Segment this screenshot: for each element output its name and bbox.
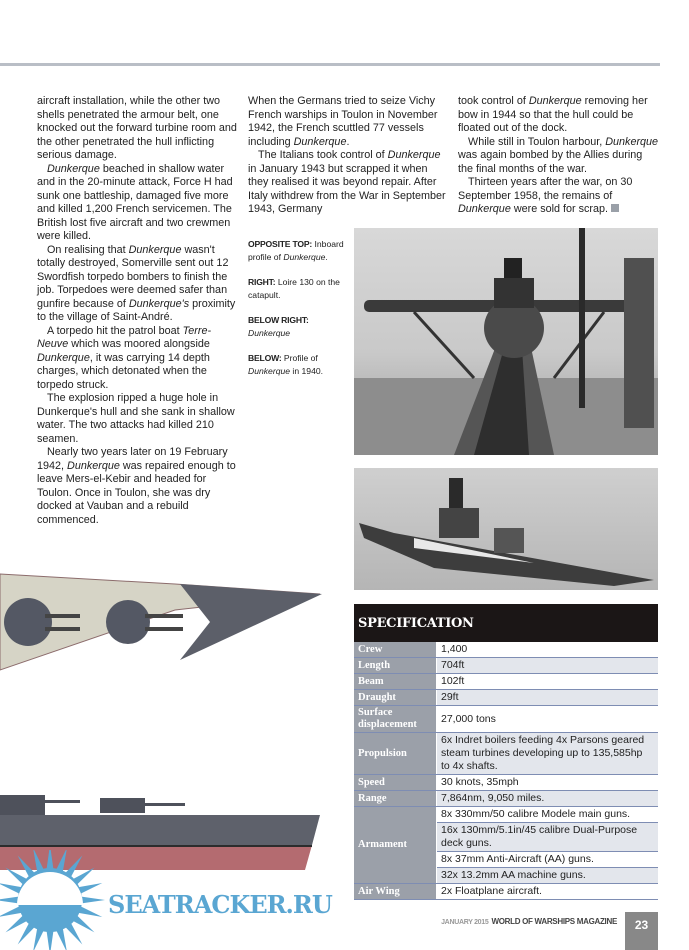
text: wasn't totally destroyed, Somerville sent out 12 Swordfish torpedo bombers to finish the job. Torpedoes were deemed safer than gunfire because of [37, 243, 229, 310]
spec-label: Beam [354, 674, 437, 690]
italic-text: Dunkerque [458, 203, 511, 215]
caption-below-right: BELOW RIGHT: Dunkerque [248, 315, 309, 338]
ship-plan-view-drawing [0, 572, 330, 677]
spec-row [354, 674, 658, 690]
text: aircraft installation, while the other two shells penetrated the armour belt, one knocked out the forward turbine room and the other penetrated the hull inflicting serious damage. [37, 95, 237, 161]
text: removing her bow in 1944 so that the hull could be floated out of the dock. [458, 95, 648, 134]
end-mark-icon [611, 204, 619, 212]
spec-row [354, 791, 658, 807]
text: , it was carrying 14 depth charges, which detonated when the torpedo struck. [37, 351, 210, 391]
text: was repaired enough to leave Mers-el-Kebir and headed for Toulon. Once in Toulon, she was dry docked at Vauban and a rebuild commenced. [37, 459, 236, 526]
italic-text: Dunkerque [37, 351, 90, 364]
article-column-3 [458, 95, 660, 217]
spec-label: Armament [354, 807, 437, 884]
watermark-text: SEATRACKER.RU [108, 890, 332, 919]
spec-value: 102ft [437, 674, 659, 690]
spec-value: 27,000 tons [437, 706, 659, 733]
italic-text: Terre-Neuve [37, 324, 212, 350]
spec-value: 29ft [437, 690, 659, 706]
spec-row [354, 884, 658, 900]
spec-value: 7,864nm, 9,050 miles. [437, 791, 659, 807]
paragraph [458, 176, 660, 217]
paragraph [248, 95, 448, 149]
text: When the Germans tried to seize Vichy French warships in Toulon in November 1942, the French scuttled 77 vessels including [248, 95, 438, 148]
spec-value: 704ft [437, 658, 659, 674]
paragraph [37, 244, 239, 325]
spec-value: 30 knots, 35mph [437, 775, 659, 791]
text: The Italians took control of [258, 149, 388, 161]
spec-label: Length [354, 658, 437, 674]
spec-label: Surface displacement [354, 706, 437, 733]
article-column-2 [248, 95, 448, 217]
spec-label: Draught [354, 690, 437, 706]
caption-right: RIGHT: Loire 130 on the catapult. [248, 277, 340, 300]
text: which was moored alongside [68, 338, 210, 350]
text: was again bombed by the Allies during the final months of the war. [458, 149, 643, 175]
spec-row [354, 642, 658, 658]
spec-label: Crew [354, 642, 437, 658]
italic-text: Dunkerque's [128, 297, 190, 310]
spec-row [354, 775, 658, 791]
footer-magazine-title: JANUARY 2015 WORLD OF WARSHIPS MAGAZINE [441, 917, 617, 926]
text: in January 1943 but scrapped it when they realised it was beyond repair. After Italy withdrew from the War in September 1943, Germany [248, 162, 446, 215]
paragraph [37, 95, 239, 163]
spec-value: 6x Indret boilers feeding 4x Parsons geared steam turbines developing up to 135,585hp to 4x shafts. [437, 733, 659, 775]
header-rule [0, 63, 660, 66]
paragraph [248, 149, 448, 217]
article-column-1 [37, 95, 239, 527]
spec-label: Range [354, 791, 437, 807]
italic-text: Dunkerque [47, 162, 100, 175]
spec-row [354, 733, 658, 775]
paragraph [37, 163, 239, 244]
photo-captions [248, 238, 348, 390]
spec-value: 1,400 [437, 642, 659, 658]
text: On realising that [47, 243, 129, 256]
spec-row [354, 807, 658, 823]
italic-text: Dunkerque [605, 135, 659, 148]
spec-label: Speed [354, 775, 437, 791]
paragraph [37, 392, 239, 446]
text: proximity to the village of Saint-André. [37, 297, 236, 323]
spec-value: 2x Floatplane aircraft. [437, 884, 659, 900]
text: The explosion ripped a huge hole in Dunkerque's hull and she sank in shallow water. The two attacks had killed 210 seamen. [37, 392, 235, 445]
text: . [346, 135, 350, 148]
italic-text: Dunkerque [67, 459, 120, 472]
italic-text: Dunkerque [128, 243, 182, 256]
paragraph [37, 446, 239, 527]
spec-value: 8x 37mm Anti-Aircraft (AA) guns. [437, 852, 659, 868]
text: beached in shallow water and in the 20-minute attack, Force H had sunk one battleship, damaged five more and killed 1,200 French servicemen. The British lost five aircraft and two crewmen were killed. [37, 162, 233, 242]
specification-table [354, 604, 658, 900]
spec-label: Propulsion [354, 733, 437, 775]
text: Nearly two years later on 19 February 1942, [37, 446, 228, 472]
watermark-sun-logo [0, 850, 105, 950]
text: were sold for scrap. [510, 203, 609, 215]
spec-row [354, 690, 658, 706]
italic-text: Dunkerque [387, 149, 441, 161]
spec-value: 16x 130mm/5.1in/45 calibre Dual-Purpose deck guns. [437, 823, 659, 852]
paragraph [458, 136, 660, 177]
paragraph [458, 95, 660, 136]
text: took control of [458, 95, 529, 107]
spec-label: Air Wing [354, 884, 437, 900]
caption-below: BELOW: Profile of Dunkerque in 1940. [248, 353, 324, 376]
photo-floatplane-on-catapult [354, 228, 658, 455]
spec-value: 32x 13.2mm AA machine guns. [437, 868, 659, 884]
spec-row [354, 706, 658, 733]
italic-text: Dunkerque [528, 95, 582, 107]
text: A torpedo hit the patrol boat [47, 324, 183, 337]
text: While still in Toulon harbour, [468, 135, 606, 148]
page-number: 23 [625, 912, 658, 950]
italic-text: Dunkerque [293, 135, 347, 148]
paragraph [37, 325, 239, 393]
photo-dunkerque-at-sea [354, 468, 658, 590]
specification-title: SPECIFICATION [354, 604, 658, 642]
caption-opposite-top: OPPOSITE TOP: Inboard profile of Dunkerque. [248, 239, 344, 262]
text: Thirteen years after the war, on 30 September 1958, the remains of [458, 176, 633, 202]
spec-row [354, 658, 658, 674]
spec-value: 8x 330mm/50 calibre Modele main guns. [437, 807, 659, 823]
